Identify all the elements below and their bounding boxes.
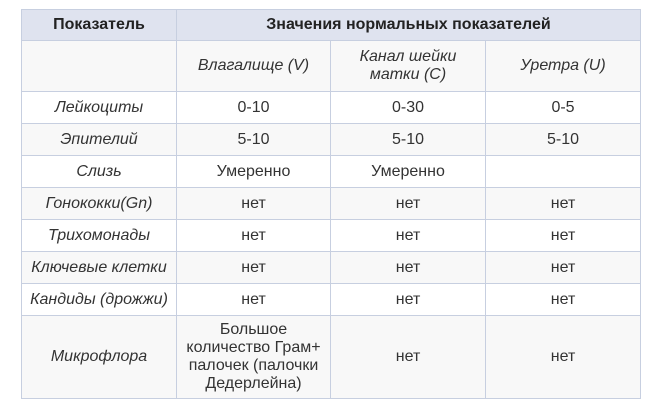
cell-cervical-canal: Умеренно	[331, 156, 486, 188]
cell-vagina: 0-10	[177, 92, 331, 124]
cell-vagina: Большое количество Грам+ палочек (палочки Дедерлейна)	[177, 316, 331, 399]
header-indicator: Показатель	[22, 10, 177, 41]
row-label: Трихомонады	[22, 220, 177, 252]
cell-urethra: нет	[486, 220, 641, 252]
cell-vagina: нет	[177, 252, 331, 284]
table-row	[22, 316, 641, 399]
cell-urethra: нет	[486, 188, 641, 220]
table-row	[22, 124, 641, 156]
subheader-empty-cell	[22, 41, 177, 92]
cell-urethra: нет	[486, 316, 641, 399]
cell-vagina: Умеренно	[177, 156, 331, 188]
normal-values-table	[21, 9, 641, 399]
header-normal-values: Значения нормальных показателей	[177, 10, 641, 41]
cell-urethra: нет	[486, 284, 641, 316]
cell-vagina: 5-10	[177, 124, 331, 156]
table-row	[22, 252, 641, 284]
cell-cervical-canal: 5-10	[331, 124, 486, 156]
subheader-vagina: Влагалище (V)	[177, 41, 331, 92]
cell-cervical-canal: нет	[331, 188, 486, 220]
cell-cervical-canal: нет	[331, 316, 486, 399]
cell-cervical-canal: нет	[331, 284, 486, 316]
table-row	[22, 284, 641, 316]
cell-urethra: 0-5	[486, 92, 641, 124]
table-row	[22, 92, 641, 124]
cell-urethra: 5-10	[486, 124, 641, 156]
row-label: Слизь	[22, 156, 177, 188]
row-label: Эпителий	[22, 124, 177, 156]
cell-vagina: нет	[177, 220, 331, 252]
cell-urethra	[486, 156, 641, 188]
normal-values-table-container	[21, 9, 641, 399]
row-label: Кандиды (дрожжи)	[22, 284, 177, 316]
row-label: Гонококки(Gn)	[22, 188, 177, 220]
cell-vagina: нет	[177, 188, 331, 220]
cell-urethra: нет	[486, 252, 641, 284]
row-label: Ключевые клетки	[22, 252, 177, 284]
row-label: Лейкоциты	[22, 92, 177, 124]
cell-cervical-canal: нет	[331, 220, 486, 252]
cell-cervical-canal: нет	[331, 252, 486, 284]
table-row	[22, 188, 641, 220]
row-label: Микрофлора	[22, 316, 177, 399]
table-subheader-row	[22, 41, 641, 92]
cell-vagina: нет	[177, 284, 331, 316]
table-row	[22, 220, 641, 252]
subheader-urethra: Уретра (U)	[486, 41, 641, 92]
table-row	[22, 156, 641, 188]
cell-cervical-canal: 0-30	[331, 92, 486, 124]
subheader-cervical-canal: Канал шейки матки (C)	[331, 41, 486, 92]
table-header-row	[22, 10, 641, 41]
